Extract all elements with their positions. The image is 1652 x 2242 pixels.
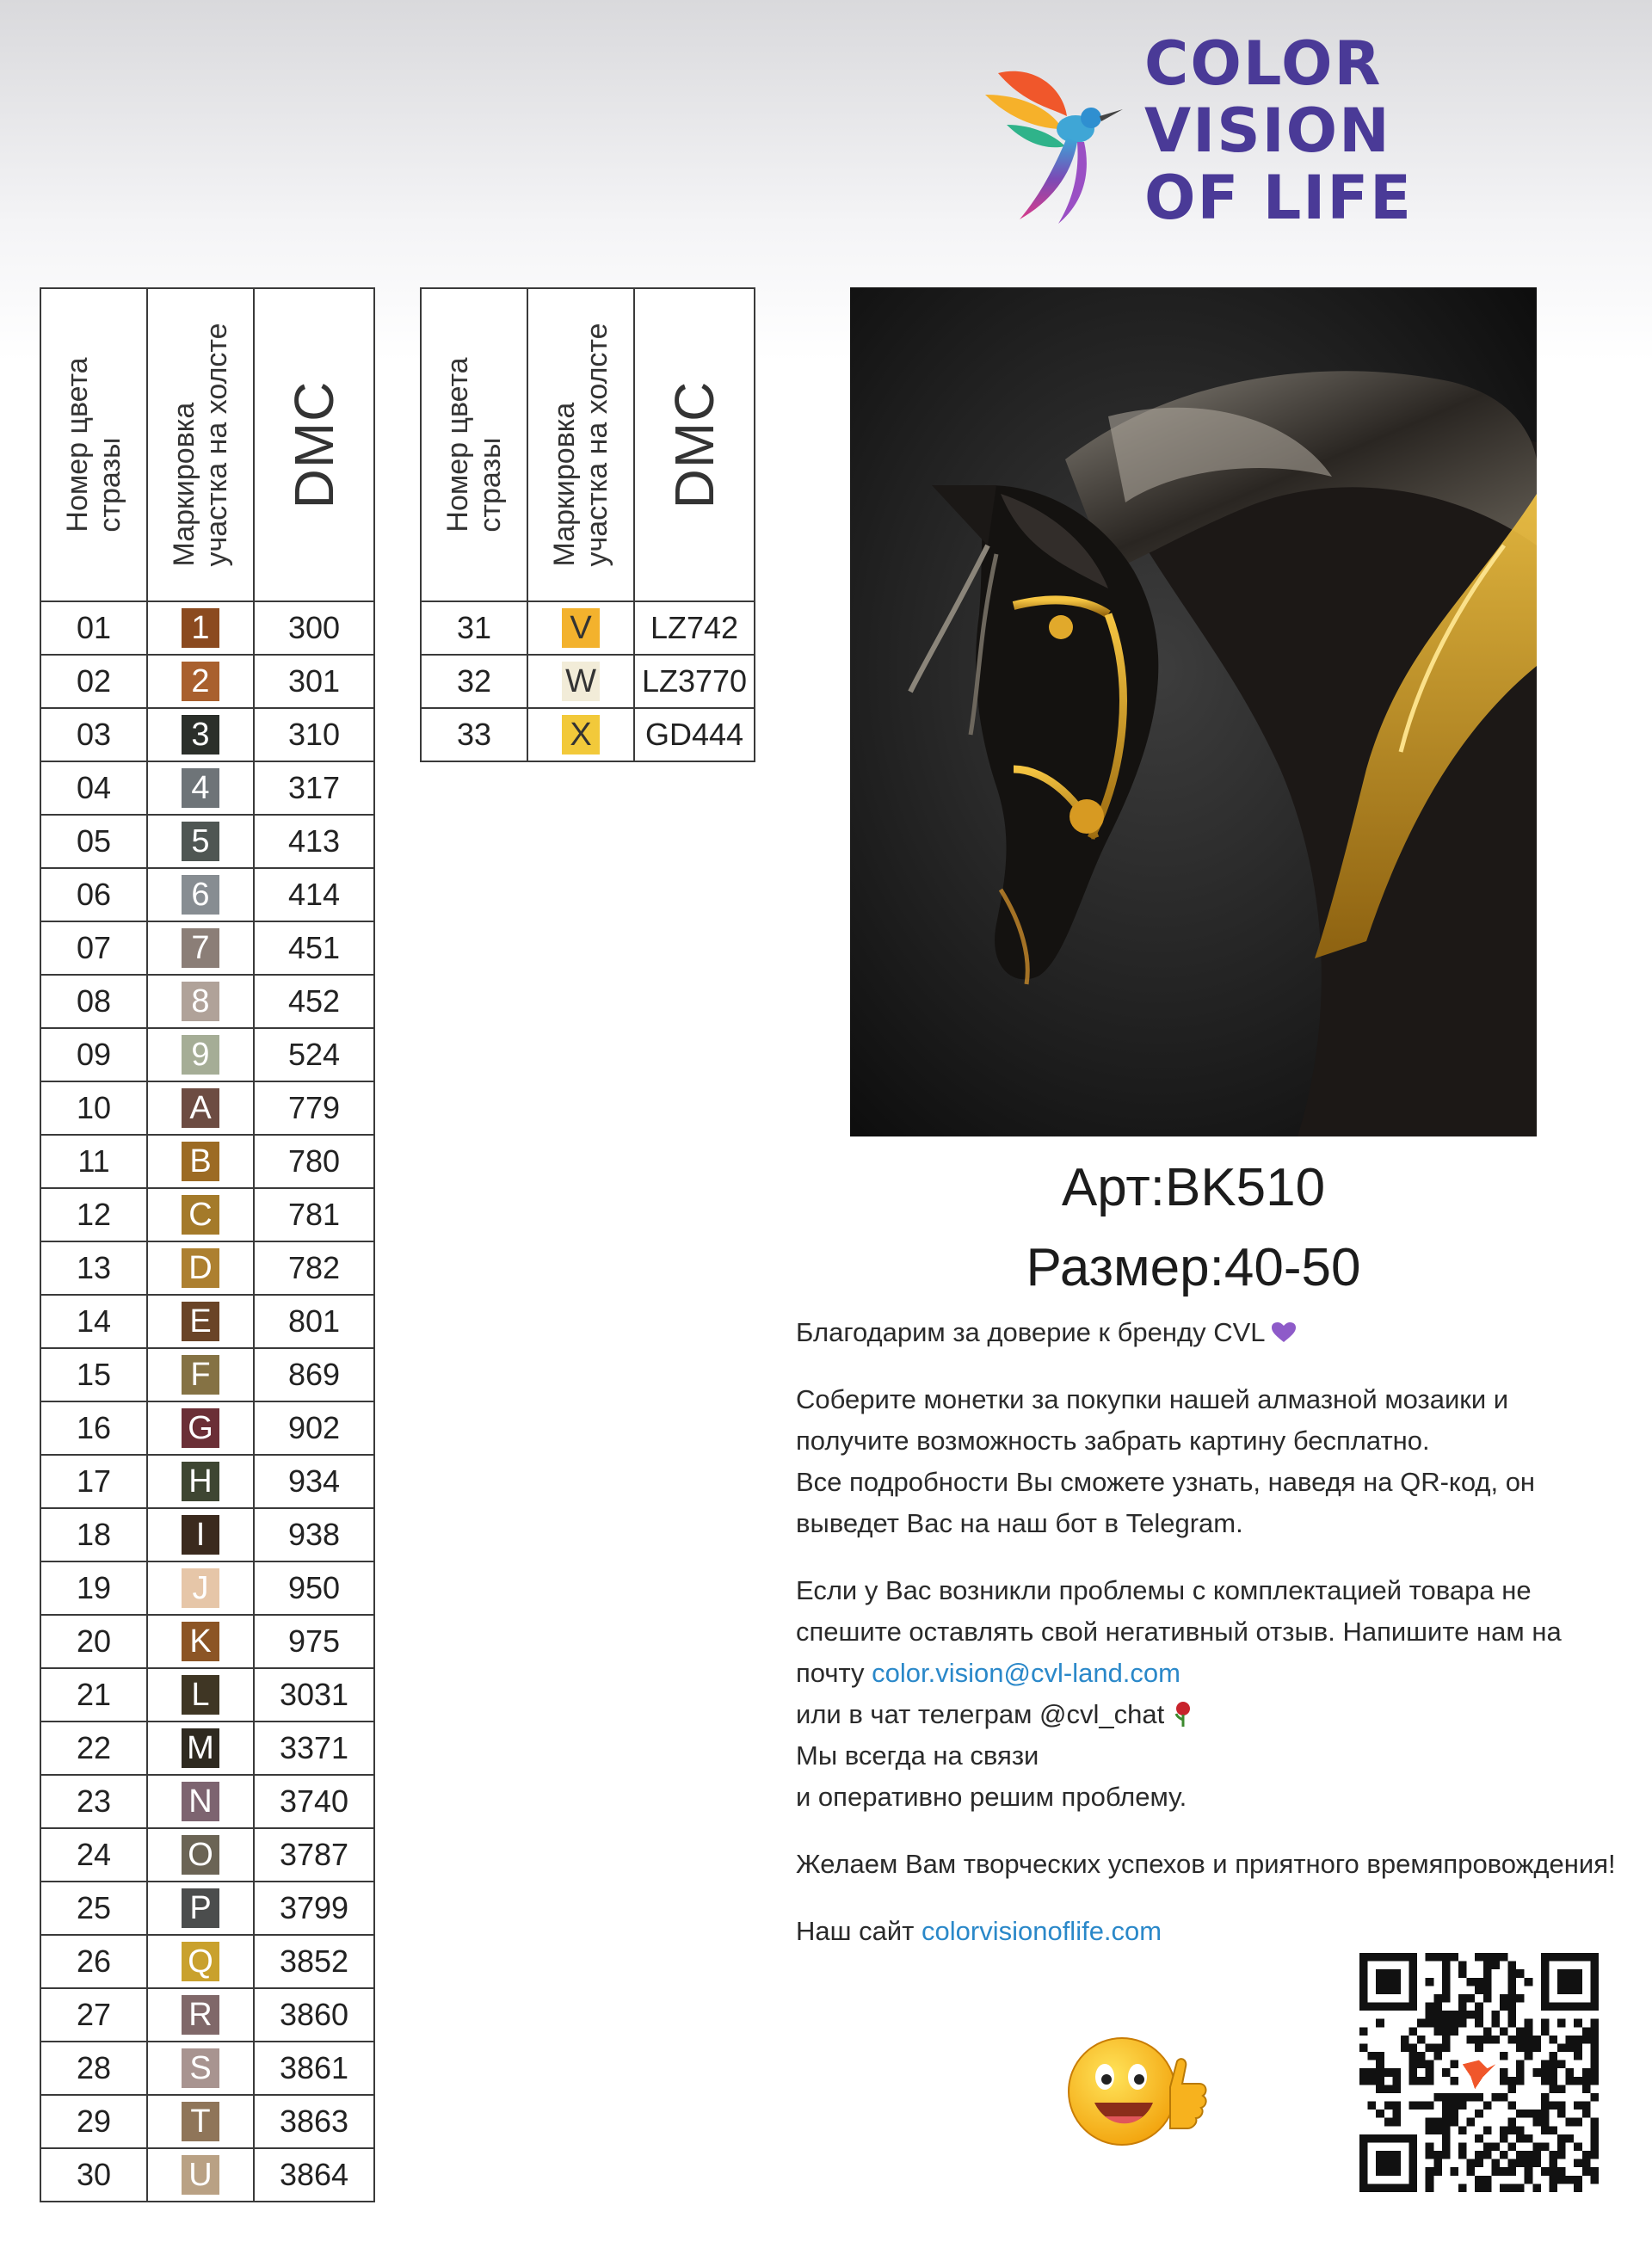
- color-swatch: B: [182, 1142, 219, 1181]
- hummingbird-logo-icon: [981, 56, 1123, 228]
- color-table-2: [420, 287, 755, 762]
- marking-cell: [147, 1508, 254, 1561]
- dmc-code-cell: 524: [254, 1028, 374, 1081]
- table-row: [40, 1028, 374, 1081]
- color-number-cell: 14: [40, 1295, 147, 1348]
- marking-cell: [147, 1775, 254, 1828]
- color-swatch: E: [182, 1302, 219, 1341]
- marking-cell: [527, 601, 634, 655]
- marking-cell: [147, 1401, 254, 1455]
- header-dmc: DMC: [254, 288, 374, 601]
- color-swatch: R: [182, 1995, 219, 2035]
- marking-cell: [147, 1455, 254, 1508]
- color-number-cell: 07: [40, 921, 147, 975]
- color-number-cell: 16: [40, 1401, 147, 1455]
- marking-cell: [527, 708, 634, 761]
- dmc-code-cell: 3861: [254, 2042, 374, 2095]
- marking-cell: [147, 2042, 254, 2095]
- table-row: [40, 601, 374, 655]
- marking-cell: [147, 1668, 254, 1722]
- dmc-code-cell: 451: [254, 921, 374, 975]
- table-row: [40, 655, 374, 708]
- dmc-code-cell: 3852: [254, 1935, 374, 1988]
- color-number-cell: 06: [40, 868, 147, 921]
- table-row: [40, 708, 374, 761]
- dmc-code-cell: 310: [254, 708, 374, 761]
- dmc-code-cell: 452: [254, 975, 374, 1028]
- marking-cell: [147, 1081, 254, 1135]
- logo-line-2: VISION: [1144, 95, 1391, 166]
- color-number-cell: 29: [40, 2095, 147, 2148]
- marking-cell: [147, 1882, 254, 1935]
- color-table-2-body: [421, 601, 755, 761]
- article-number: Арт:BK510: [1061, 1158, 1326, 1217]
- dmc-code-cell: 938: [254, 1508, 374, 1561]
- marking-cell: [147, 921, 254, 975]
- color-swatch: M: [182, 1728, 219, 1768]
- color-number-cell: 27: [40, 1988, 147, 2042]
- table-row: [40, 2042, 374, 2095]
- table-row: [40, 1081, 374, 1135]
- color-number-cell: 10: [40, 1081, 147, 1135]
- marking-cell: [147, 1722, 254, 1775]
- marking-cell: [147, 1935, 254, 1988]
- dmc-code-cell: 414: [254, 868, 374, 921]
- dmc-code-cell: 801: [254, 1295, 374, 1348]
- dmc-code-cell: 869: [254, 1348, 374, 1401]
- marking-cell: [147, 1348, 254, 1401]
- color-number-cell: 02: [40, 655, 147, 708]
- marking-cell: [147, 601, 254, 655]
- color-number-cell: 24: [40, 1828, 147, 1882]
- thanks-paragraph: Благодарим за доверие к бренду CVL: [796, 1312, 1622, 1353]
- color-number-cell: 20: [40, 1615, 147, 1668]
- horse-illustration: [850, 287, 1537, 1136]
- logo-wordmark: [1144, 30, 1413, 231]
- color-swatch: 6: [182, 875, 219, 915]
- color-number-cell: 21: [40, 1668, 147, 1722]
- color-number-cell: 05: [40, 815, 147, 868]
- color-swatch: 9: [182, 1035, 219, 1075]
- color-number-cell: 22: [40, 1722, 147, 1775]
- marking-cell: [147, 815, 254, 868]
- table-row: [40, 1295, 374, 1348]
- marking-cell: [147, 2148, 254, 2202]
- table-row: [40, 1935, 374, 1988]
- color-swatch: U: [182, 2155, 219, 2195]
- website-paragraph: Наш сайт colorvisionoflife.com: [796, 1916, 1162, 1946]
- dmc-code-cell: 3787: [254, 1828, 374, 1882]
- logo-line-1: COLOR: [1144, 28, 1383, 99]
- color-number-cell: 15: [40, 1348, 147, 1401]
- header-canvas-marking: Маркировка участка на холсте: [527, 288, 634, 601]
- color-number-cell: 08: [40, 975, 147, 1028]
- color-swatch: N: [182, 1782, 219, 1821]
- marking-cell: [527, 655, 634, 708]
- qr-code-icon[interactable]: [1359, 1953, 1599, 2192]
- table-row: [40, 1241, 374, 1295]
- color-number-cell: 23: [40, 1775, 147, 1828]
- color-swatch: I: [182, 1515, 219, 1555]
- color-swatch: A: [182, 1088, 219, 1128]
- color-swatch: 1: [182, 608, 219, 648]
- color-number-cell: 28: [40, 2042, 147, 2095]
- marking-cell: [147, 1295, 254, 1348]
- table-row: [40, 1188, 374, 1241]
- header-color-number: Номер цвета стразы: [421, 288, 527, 601]
- color-swatch: 2: [182, 662, 219, 701]
- marking-cell: [147, 1561, 254, 1615]
- marking-cell: [147, 1988, 254, 2042]
- color-swatch: K: [182, 1622, 219, 1661]
- color-swatch: 8: [182, 982, 219, 1021]
- support-paragraph: Если у Вас возникли проблемы с комплектацией товара не спешите оставлять свой негативный отзыв. Напишите нам на почту color.vision@cvl-land.com или в чат телеграм @cvl_chat Мы всегда на связи и оперативно решим проблему.: [796, 1575, 1562, 1812]
- marking-cell: [147, 2095, 254, 2148]
- color-swatch: Q: [182, 1942, 219, 1981]
- color-number-cell: 26: [40, 1935, 147, 1988]
- table-row: [40, 1615, 374, 1668]
- table-row: [40, 975, 374, 1028]
- logo-line-3: OF LIFE: [1144, 163, 1413, 233]
- dmc-code-cell: 779: [254, 1081, 374, 1135]
- marking-cell: [147, 1135, 254, 1188]
- table-row: [40, 1775, 374, 1828]
- color-swatch: V: [562, 608, 600, 648]
- dmc-code-cell: 3740: [254, 1775, 374, 1828]
- marking-cell: [147, 868, 254, 921]
- dmc-code-cell: 782: [254, 1241, 374, 1295]
- table-row: [421, 601, 755, 655]
- color-table-1: [40, 287, 375, 2202]
- table-row: [40, 1455, 374, 1508]
- dmc-code-cell: 3864: [254, 2148, 374, 2202]
- color-number-cell: 25: [40, 1882, 147, 1935]
- table-row: [40, 1828, 374, 1882]
- table-row: [40, 1508, 374, 1561]
- marking-cell: [147, 761, 254, 815]
- dmc-code-cell: 3863: [254, 2095, 374, 2148]
- marking-cell: [147, 655, 254, 708]
- marking-cell: [147, 1615, 254, 1668]
- color-swatch: S: [182, 2048, 219, 2088]
- color-table-1-body: [40, 601, 374, 2202]
- color-number-cell: 09: [40, 1028, 147, 1081]
- color-swatch: 5: [182, 822, 219, 861]
- marking-cell: [147, 1028, 254, 1081]
- marking-cell: [147, 1828, 254, 1882]
- header-color-number: Номер цвета стразы: [40, 288, 147, 601]
- color-number-cell: 12: [40, 1188, 147, 1241]
- color-number-cell: 01: [40, 601, 147, 655]
- table-row: [40, 921, 374, 975]
- color-number-cell: 31: [421, 601, 527, 655]
- color-swatch: O: [182, 1835, 219, 1875]
- wishes-paragraph: Желаем Вам творческих успехов и приятного времяпровождения!: [796, 1849, 1616, 1879]
- color-swatch: W: [562, 662, 600, 701]
- dmc-code-cell: 3799: [254, 1882, 374, 1935]
- marking-cell: [147, 1241, 254, 1295]
- dmc-code-cell: 413: [254, 815, 374, 868]
- table-row: [421, 708, 755, 761]
- dmc-code-cell: 934: [254, 1455, 374, 1508]
- color-number-cell: 32: [421, 655, 527, 708]
- table-row: [40, 1561, 374, 1615]
- color-number-cell: 04: [40, 761, 147, 815]
- color-number-cell: 13: [40, 1241, 147, 1295]
- dmc-code-cell: 301: [254, 655, 374, 708]
- support-email-link[interactable]: color.vision@cvl-land.com: [872, 1658, 1180, 1688]
- color-swatch: G: [182, 1408, 219, 1448]
- header-dmc: DMC: [634, 288, 755, 601]
- table-row: [40, 1135, 374, 1188]
- table-row: [40, 1988, 374, 2042]
- marking-cell: [147, 975, 254, 1028]
- dmc-code-cell: 317: [254, 761, 374, 815]
- table-row: [40, 1722, 374, 1775]
- color-swatch: J: [182, 1568, 219, 1608]
- dmc-code-cell: GD444: [634, 708, 755, 761]
- dmc-code-cell: 300: [254, 601, 374, 655]
- color-swatch: X: [562, 715, 600, 755]
- color-number-cell: 11: [40, 1135, 147, 1188]
- color-swatch: H: [182, 1462, 219, 1501]
- color-swatch: 3: [182, 715, 219, 755]
- table-row: [40, 1668, 374, 1722]
- marking-cell: [147, 708, 254, 761]
- color-number-cell: 17: [40, 1455, 147, 1508]
- color-swatch: 4: [182, 768, 219, 808]
- coins-paragraph: Соберите монетки за покупки нашей алмазной мозаики и получите возможность забрать картину бесплатно. Все подробности Вы сможете узнать, наведя на QR-код, он выведет Вас на наш бот в Telegram.: [796, 1384, 1536, 1538]
- table-row: [40, 2148, 374, 2202]
- purple-heart-icon: [1272, 1322, 1296, 1343]
- table-row: [40, 2095, 374, 2148]
- info-text: [796, 1312, 1622, 1978]
- dmc-code-cell: LZ742: [634, 601, 755, 655]
- rose-icon: [1172, 1701, 1194, 1727]
- dmc-code-cell: 902: [254, 1401, 374, 1455]
- table-row: [40, 815, 374, 868]
- table-row: [40, 868, 374, 921]
- table-row: [40, 1401, 374, 1455]
- dmc-code-cell: 3371: [254, 1722, 374, 1775]
- brand-logo: [981, 28, 1428, 233]
- color-swatch: C: [182, 1195, 219, 1235]
- dmc-code-cell: LZ3770: [634, 655, 755, 708]
- color-number-cell: 30: [40, 2148, 147, 2202]
- color-number-cell: 19: [40, 1561, 147, 1615]
- canvas-size: Размер:40-50: [1026, 1238, 1361, 1297]
- website-link[interactable]: colorvisionoflife.com: [922, 1916, 1162, 1946]
- color-swatch: L: [182, 1675, 219, 1715]
- dmc-code-cell: 975: [254, 1615, 374, 1668]
- marking-cell: [147, 1188, 254, 1241]
- table-row: [40, 761, 374, 815]
- color-number-cell: 18: [40, 1508, 147, 1561]
- color-swatch: P: [182, 1888, 219, 1928]
- smiley-thumbs-up-icon: [1060, 2027, 1215, 2156]
- color-swatch: D: [182, 1248, 219, 1288]
- color-number-cell: 33: [421, 708, 527, 761]
- dmc-code-cell: 781: [254, 1188, 374, 1241]
- color-swatch: T: [182, 2102, 219, 2141]
- color-swatch: 7: [182, 928, 219, 968]
- dmc-code-cell: 3031: [254, 1668, 374, 1722]
- header-canvas-marking: Маркировка участка на холсте: [147, 288, 254, 601]
- horse-artwork-image: [850, 287, 1537, 1136]
- dmc-code-cell: 780: [254, 1135, 374, 1188]
- table-row: [40, 1882, 374, 1935]
- color-swatch: F: [182, 1355, 219, 1395]
- color-number-cell: 03: [40, 708, 147, 761]
- dmc-code-cell: 950: [254, 1561, 374, 1615]
- table-row: [40, 1348, 374, 1401]
- table-row: [421, 655, 755, 708]
- dmc-code-cell: 3860: [254, 1988, 374, 2042]
